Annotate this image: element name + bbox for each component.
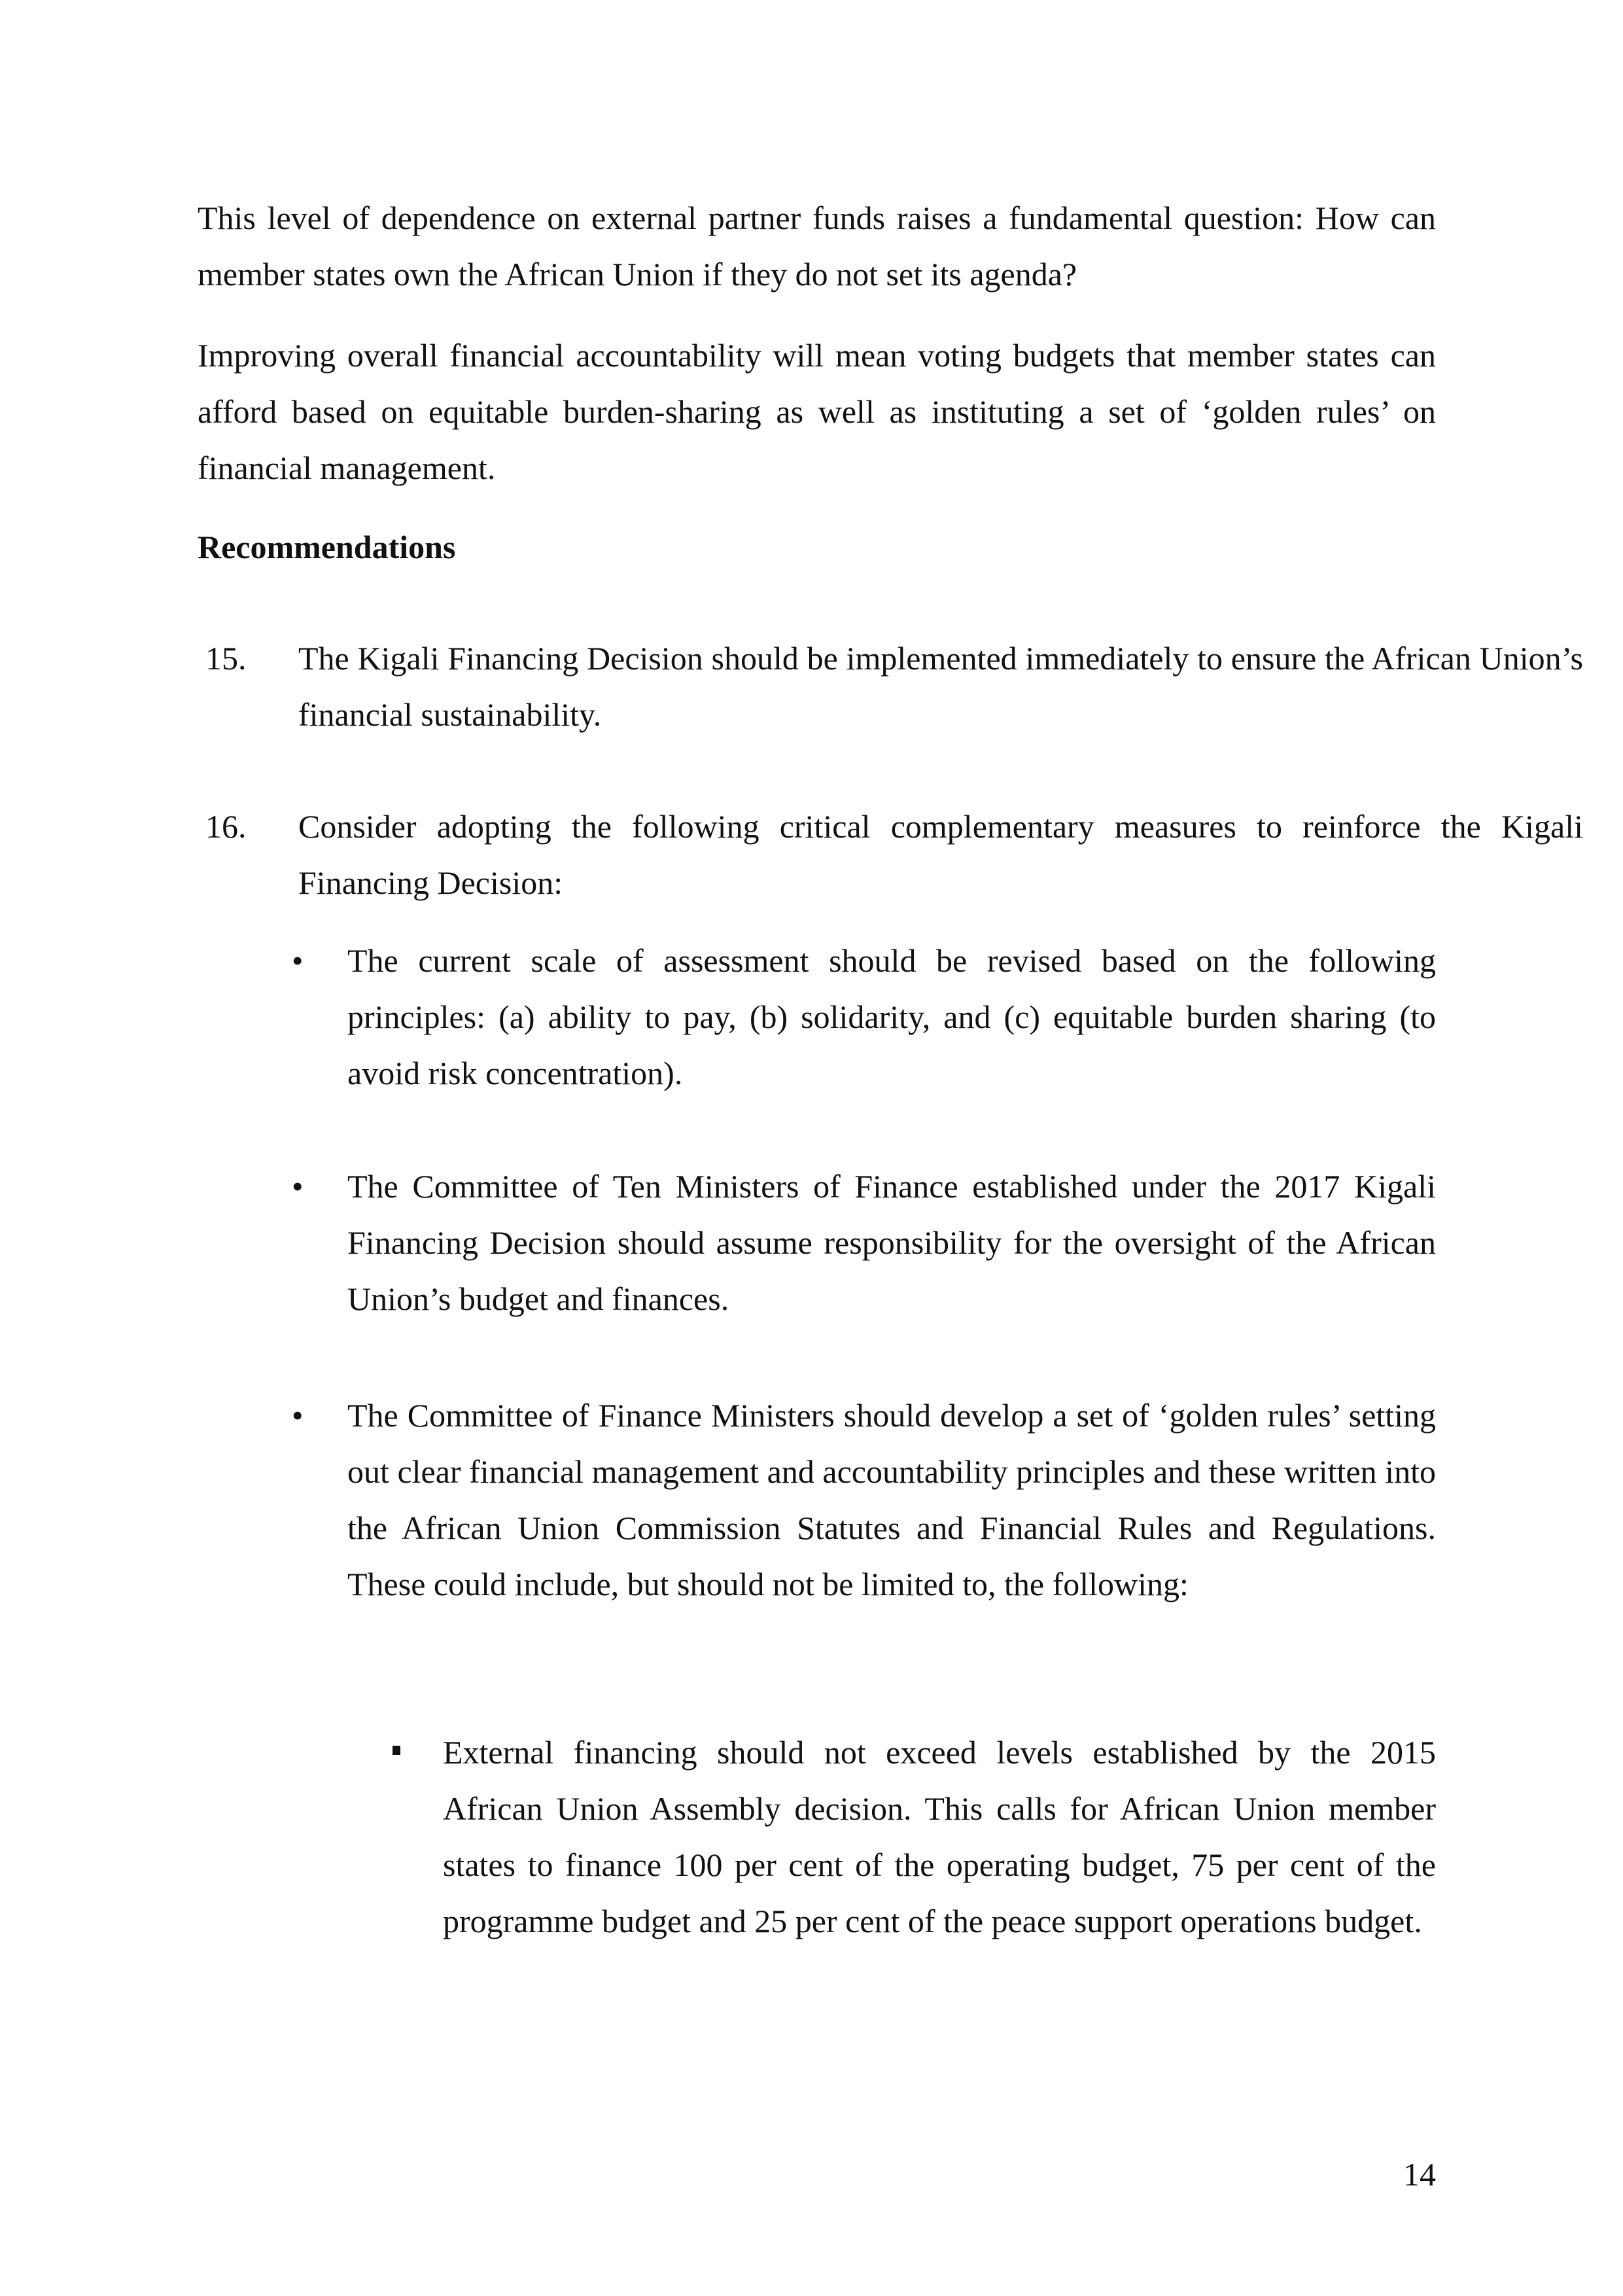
intro-paragraph: This level of dependence on external partner funds raises a fundamental question: How can member states own the African Union if they do not set its agenda? <box>198 200 1436 292</box>
square-bullet-icon <box>393 1746 400 1755</box>
bullet-text: The Committee of Ten Ministers of Finance established under the 2017 Kigali Financing Decision should assume responsibility for the oversight of the African Union’s budget and finances. <box>347 1168 1436 1317</box>
accountability-paragraph: Improving overall financial accountability will mean voting budgets that member states can afford based on equitable burden-sharing as well as instituting a set of ‘golden rules’ on financial management. <box>198 337 1436 486</box>
bullet-icon: • <box>292 942 304 979</box>
section-heading: Recommendations <box>198 529 456 565</box>
recommendation-text: The Kigali Financing Decision should be implemented immediately to ensure the African Union’s financial sustainability. <box>298 640 1583 733</box>
bullet-icon: • <box>292 1168 304 1205</box>
page-number: 14 <box>1403 2156 1436 2193</box>
bullet-text: The current scale of assessment should be revised based on the following principles: (a) ability to pay, (b) solidarity, and (c) equitable burden sharing (to avoid risk concentration). <box>347 942 1436 1091</box>
bullet-icon: • <box>292 1397 304 1434</box>
sub-bullet-text: External financing should not exceed levels established by the 2015 African Union Assembly decision. This calls for African Union member states to finance 100 per cent of the operating budget, 75 per cent of the programme budget and 25 per cent of the peace support operations budget. <box>443 1734 1436 1939</box>
recommendation-number: 15. <box>205 640 247 677</box>
recommendation-text: Consider adopting the following critical complementary measures to reinforce the Kigali Financing Decision: <box>298 808 1583 901</box>
bullet-text: The Committee of Finance Ministers should develop a set of ‘golden rules’ setting out clear financial management and accountability principles and these written into the African Union Commission Statutes and Financial Rules and Regulations. These could include, but should not be limited to, the following: <box>347 1397 1436 1602</box>
recommendation-number: 16. <box>205 808 247 845</box>
